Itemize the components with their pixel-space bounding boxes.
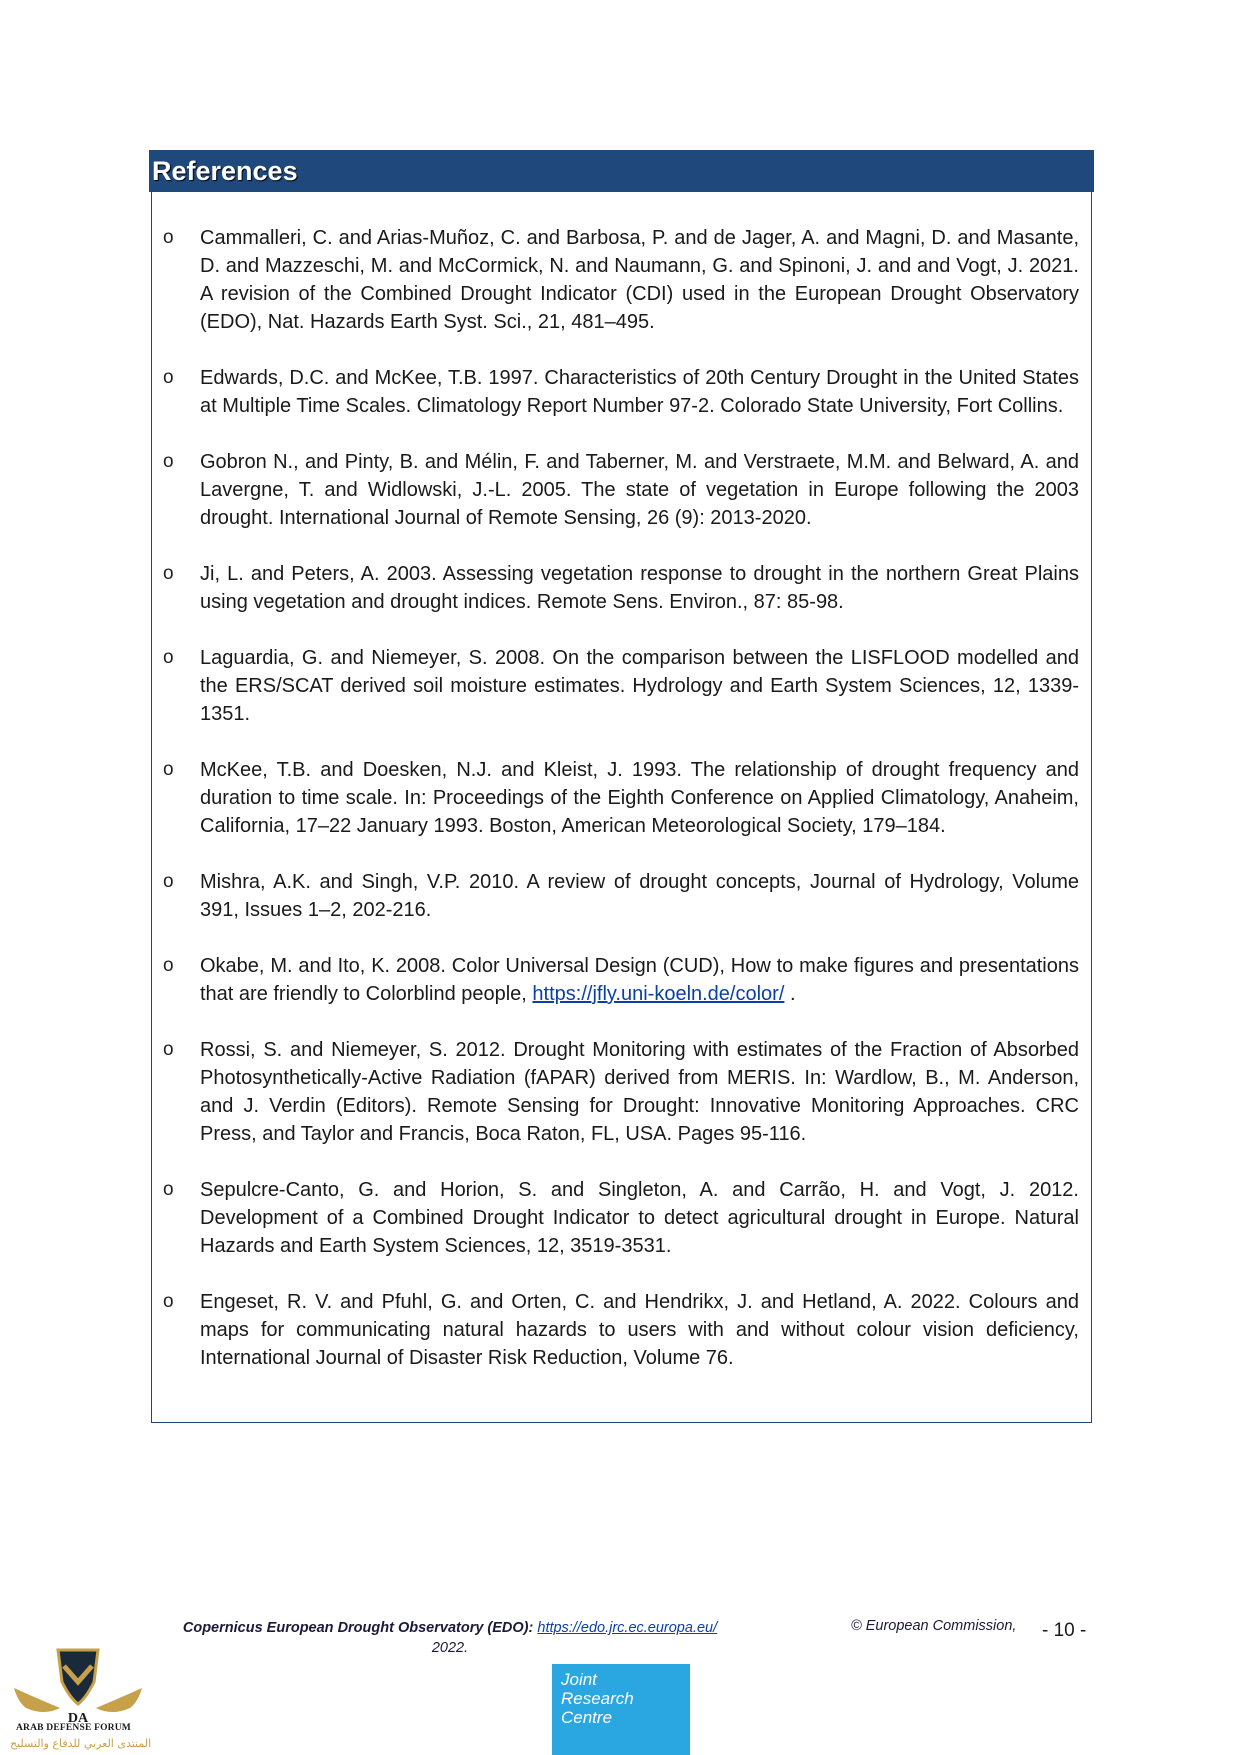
reference-item bbox=[152, 560, 1091, 616]
reference-text bbox=[200, 756, 1079, 840]
bullet-icon: o bbox=[163, 871, 174, 892]
bullet-icon: o bbox=[163, 367, 174, 388]
bullet-icon: o bbox=[163, 955, 174, 976]
reference-item bbox=[152, 364, 1091, 420]
reference-list bbox=[152, 224, 1091, 1400]
reference-item bbox=[152, 448, 1091, 532]
footer-observatory-label: Copernicus European Drought Observatory (EDO): bbox=[182, 1620, 534, 1636]
reference-item bbox=[152, 952, 1091, 1008]
reference-body: Gobron N., and Pinty, B. and Mélin, F. and Taberner, M. and Verstraete, M.M. and Belward, A. and Lavergne, T. and Widlowski, J.-L. 2005. The state of vegetation in Europe following the 2003 drought. International Journal of Remote Sensing, 26 (9): 2013-2020. bbox=[200, 451, 1079, 529]
footer-observatory-link[interactable]: https://edo.jrc.ec.europa.eu/ bbox=[537, 1620, 718, 1636]
logo-shield bbox=[58, 1650, 98, 1704]
reference-item bbox=[152, 224, 1091, 336]
bullet-icon: o bbox=[163, 1291, 174, 1312]
reference-body: Ji, L. and Peters, A. 2003. Assessing vegetation response to drought in the northern Great Plains using vegetation and drought indices. Remote Sens. Environ., 87: 85-98. bbox=[200, 563, 1079, 613]
bullet-icon: o bbox=[163, 563, 174, 584]
reference-item bbox=[152, 1176, 1091, 1260]
bullet-icon: o bbox=[163, 1179, 174, 1200]
page-number: - 10 - bbox=[1042, 1620, 1087, 1641]
reference-text bbox=[200, 952, 1079, 1008]
reference-text bbox=[200, 560, 1079, 616]
reference-text bbox=[200, 1036, 1079, 1148]
reference-text bbox=[200, 644, 1079, 728]
reference-body: Mishra, A.K. and Singh, V.P. 2010. A review of drought concepts, Journal of Hydrology, Volume 391, Issues 1–2, 202-216. bbox=[200, 871, 1079, 921]
reference-body: Laguardia, G. and Niemeyer, S. 2008. On the comparison between the LISFLOOD modelled and the ERS/SCAT derived soil moisture estimates. Hydrology and Earth System Sciences, 12, 1339-1351. bbox=[200, 647, 1079, 725]
bullet-icon: o bbox=[163, 647, 174, 668]
reference-item bbox=[152, 644, 1091, 728]
reference-item bbox=[152, 756, 1091, 840]
reference-link[interactable]: https://jfly.uni-koeln.de/color/ bbox=[532, 983, 785, 1005]
reference-body: Edwards, D.C. and McKee, T.B. 1997. Characteristics of 20th Century Drought in the United States at Multiple Time Scales. Climatology Report Number 97-2. Colorado State University, Fort Collins. bbox=[200, 367, 1079, 417]
reference-item bbox=[152, 1288, 1091, 1372]
reference-body: Cammalleri, C. and Arias-Muñoz, C. and Barbosa, P. and de Jager, A. and Magni, D. and Masante, D. and Mazzeschi, M. and McCormick, N. and Naumann, G. and Spinoni, J. and and Vogt, J. 2021. A revision of the Combined Drought Indicator (CDI) used in the European Drought Observatory (EDO), Nat. Hazards Earth Syst. Sci., 21, 481–495. bbox=[200, 227, 1079, 333]
reference-body: Rossi, S. and Niemeyer, S. 2012. Drought Monitoring with estimates of the Fraction of Absorbed Photosynthetically-Active Radiation (fAPAR) derived from MERIS. In: Wardlow, B., M. Anderson, and J. Verdin (Editors). Remote Sensing for Drought: Innovative Monitoring Approaches. CRC Press, and Taylor and Francis, Boca Raton, FL, USA. Pages 95-116. bbox=[200, 1039, 1079, 1145]
reference-body: Engeset, R. V. and Pfuhl, G. and Orten, C. and Hendrikx, J. and Hetland, A. 2022. Colours and maps for communicating natural hazards to users with and without colour vision deficiency, International Journal of Disaster Risk Reduction, Volume 76. bbox=[200, 1291, 1079, 1369]
logo-wing-right bbox=[96, 1688, 142, 1712]
footer-year: 2022. bbox=[431, 1640, 469, 1656]
reference-item bbox=[152, 868, 1091, 924]
reference-text bbox=[200, 868, 1079, 924]
jrc-line-3: Centre bbox=[561, 1708, 613, 1727]
reference-trailing: . bbox=[784, 983, 796, 1005]
bullet-icon: o bbox=[163, 451, 174, 472]
jrc-logo-box bbox=[552, 1664, 690, 1755]
bullet-icon: o bbox=[163, 759, 174, 780]
bullet-icon: o bbox=[163, 227, 174, 248]
reference-text bbox=[200, 1288, 1079, 1372]
logo-name-en: ARAB DEFENSE FORUM bbox=[16, 1723, 131, 1733]
reference-body: Sepulcre-Canto, G. and Horion, S. and Singleton, A. and Carrão, H. and Vogt, J. 2012. Development of a Combined Drought Indicator to detect agricultural drought in Europe. Natural Hazards and Earth System Sciences, 12, 3519-3531. bbox=[200, 1179, 1079, 1257]
footer-observatory bbox=[170, 1618, 730, 1658]
reference-body: McKee, T.B. and Doesken, N.J. and Kleist, J. 1993. The relationship of drought frequency and duration to time scale. In: Proceedings of the Eighth Conference on Applied Climatology, Anaheim, California, 17–22 January 1993. Boston, American Meteorological Society, 179–184. bbox=[200, 759, 1079, 837]
references-header: References bbox=[149, 150, 1094, 192]
bullet-icon: o bbox=[163, 1039, 174, 1060]
references-box bbox=[151, 192, 1092, 1423]
logo-wing-left bbox=[14, 1688, 60, 1712]
reference-text bbox=[200, 364, 1079, 420]
reference-text bbox=[200, 224, 1079, 336]
reference-text bbox=[200, 448, 1079, 532]
reference-body: Okabe, M. and Ito, K. 2008. Color Universal Design (CUD), How to make figures and presentations that are friendly to Colorblind people, bbox=[200, 955, 1079, 1005]
footer-copyright: © European Commission, bbox=[851, 1618, 1017, 1634]
reference-item bbox=[152, 1036, 1091, 1148]
jrc-line-1: Joint bbox=[561, 1670, 597, 1689]
reference-text bbox=[200, 1176, 1079, 1260]
logo-name-ar: المنتدى العربي للدفاع والتسليح bbox=[10, 1737, 152, 1750]
jrc-line-2: Research bbox=[561, 1689, 634, 1708]
logo-monogram: DA bbox=[67, 1711, 89, 1726]
